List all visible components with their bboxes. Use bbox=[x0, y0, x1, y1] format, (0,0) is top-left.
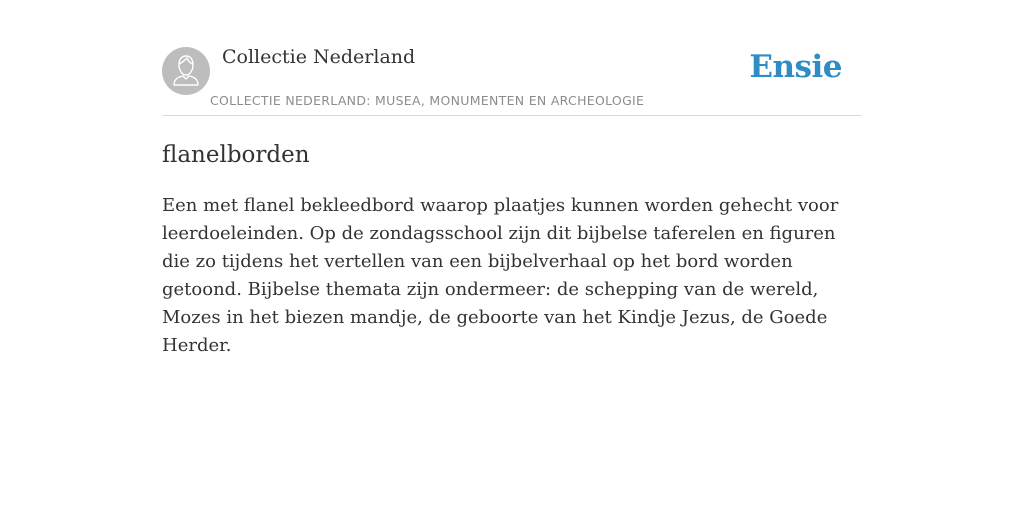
user-icon bbox=[162, 47, 210, 95]
avatar[interactable] bbox=[162, 47, 210, 95]
brand-logo[interactable]: Ensie bbox=[749, 49, 842, 85]
entry-card bbox=[162, 44, 862, 360]
author-name[interactable]: Collectie Nederland bbox=[222, 46, 416, 68]
entry-header bbox=[162, 44, 862, 116]
entry-title: flanelborden bbox=[162, 142, 310, 168]
source-subtitle[interactable]: COLLECTIE NEDERLAND: MUSEA, MONUMENTEN EN ARCHEOLOGIE bbox=[210, 93, 645, 108]
entry-body: Een met flanel bekleedbord waarop plaatjes kunnen worden gehecht voor leerdoeleinden. Op de zondagsschool zijn dit bijbelse taferelen en figuren die zo tijdens het vertellen van een bijbelverhaal op het bord worden getoond. Bijbelse themata zijn ondermeer: de schepping van de wereld, Mozes in het biezen mandje, de geboorte van het Kindje Jezus, de Goede Herder. bbox=[162, 195, 839, 356]
